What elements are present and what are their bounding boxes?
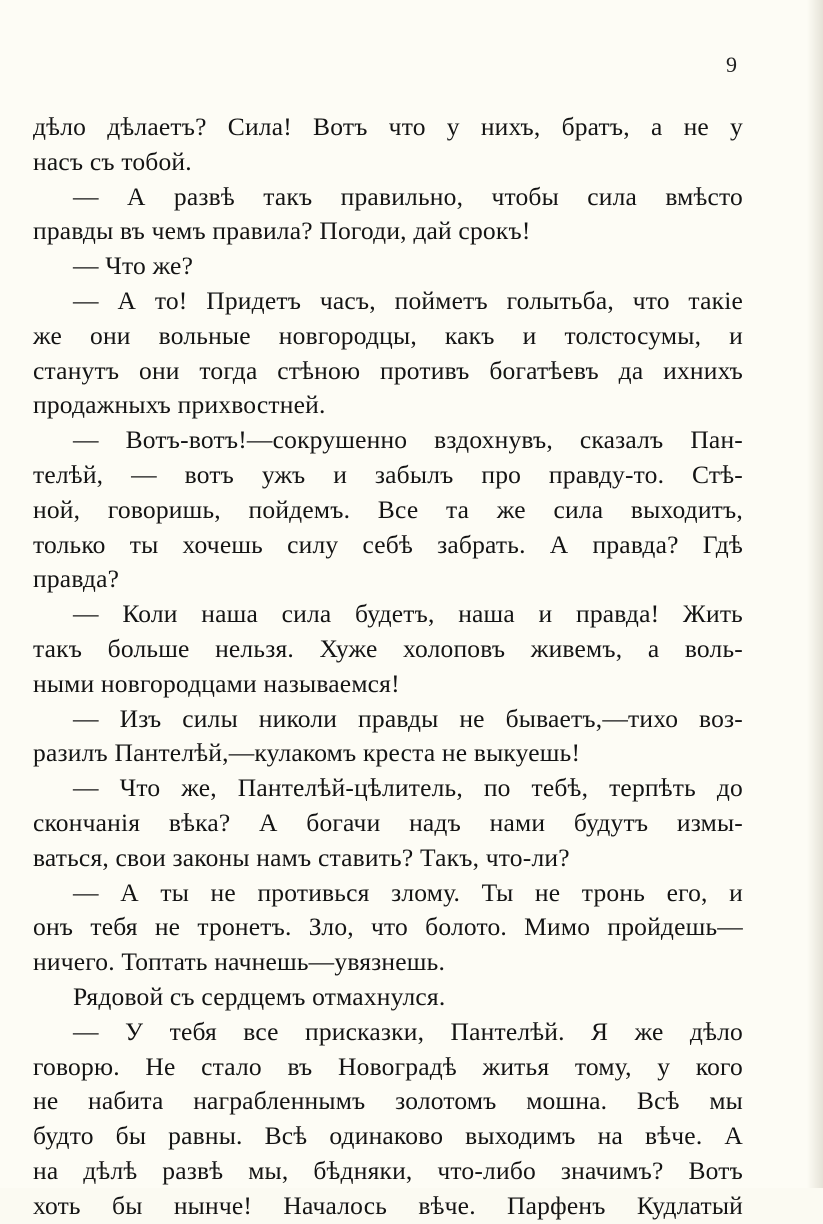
text-line: ной, говоришь, пойдемъ. Все та же сила выходитъ, bbox=[33, 494, 743, 524]
text-line: не набита награбленнымъ золотомъ мошна. Всѣ мы bbox=[33, 1086, 743, 1116]
text-line: ными новгородцами называемся! bbox=[33, 668, 400, 698]
text-line: — Что же, Пантелѣй-цѣлитель, по тебѣ, терпѣть до bbox=[73, 773, 743, 803]
page-edge-shadow bbox=[807, 0, 823, 1188]
text-line: — Вотъ-вотъ!—сокрушенно вздохнувъ, сказалъ Пан- bbox=[73, 425, 743, 455]
text-line: хоть бы нынче! Началось вѣче. Парфенъ Кудлатый bbox=[33, 1190, 743, 1220]
text-line: — Коли наша сила будетъ, наша и правда! Жить bbox=[73, 599, 743, 629]
text-line: говорю. Не стало въ Новоградѣ житья тому, у кого bbox=[33, 1051, 743, 1081]
text-line: — А ты не противься злому. Ты не тронь его, и bbox=[73, 877, 743, 907]
text-line: станутъ они тогда стѣною противъ богатѣевъ да ихнихъ bbox=[33, 355, 743, 385]
page-body-text bbox=[33, 110, 743, 1224]
text-line: Рядовой съ сердцемъ отмахнулся. bbox=[73, 981, 446, 1011]
text-line: правды въ чемъ правила? Погоди, дай срокъ! bbox=[33, 216, 531, 246]
text-line: разилъ Пантелѣй,—кулакомъ креста не выкуешь! bbox=[33, 738, 581, 768]
text-line: правда? bbox=[33, 564, 120, 594]
text-line: — Что же? bbox=[73, 251, 194, 281]
text-line: же они вольные новгородцы, какъ и толстосумы, и bbox=[33, 320, 743, 350]
text-line: будто бы равны. Всѣ одинаково выходимъ на вѣче. А bbox=[33, 1121, 743, 1151]
text-line: ничего. Топтать начнешь—увязнешь. bbox=[33, 947, 446, 977]
text-line: продажныхъ прихвостней. bbox=[33, 390, 326, 420]
page-number: 9 bbox=[726, 52, 737, 77]
text-line: на дѣлѣ развѣ мы, бѣдняки, что-либо значимъ? Вотъ bbox=[33, 1155, 743, 1185]
text-line: насъ съ тобой. bbox=[33, 146, 192, 176]
text-line: — А то! Придетъ часъ, пойметъ голытьба, что такіе bbox=[73, 285, 743, 315]
text-line: — Изъ силы николи правды не бываетъ,—тихо воз- bbox=[73, 703, 743, 733]
text-line: — У тебя все присказки, Пантелѣй. Я же дѣло bbox=[73, 1016, 743, 1046]
text-line: только ты хочешь силу себѣ забрать. А правда? Гдѣ bbox=[33, 529, 743, 559]
text-line: — А развѣ такъ правильно, чтобы сила вмѣсто bbox=[73, 181, 743, 211]
text-line: скончанія вѣка? А богачи надъ нами будутъ измы- bbox=[33, 807, 743, 837]
text-line: онъ тебя не тронетъ. Зло, что болото. Мимо пройдешь— bbox=[33, 912, 743, 942]
text-line: телѣй, — вотъ ужъ и забылъ про правду-то. Стѣ- bbox=[33, 459, 743, 489]
text-line: дѣло дѣлаетъ? Сила! Вотъ что у нихъ, братъ, а не у bbox=[33, 112, 743, 141]
text-line: ваться, свои законы намъ ставить? Такъ, что-ли? bbox=[33, 842, 570, 872]
text-line: такъ больше нельзя. Хуже холоповъ живемъ, а воль- bbox=[33, 633, 743, 663]
